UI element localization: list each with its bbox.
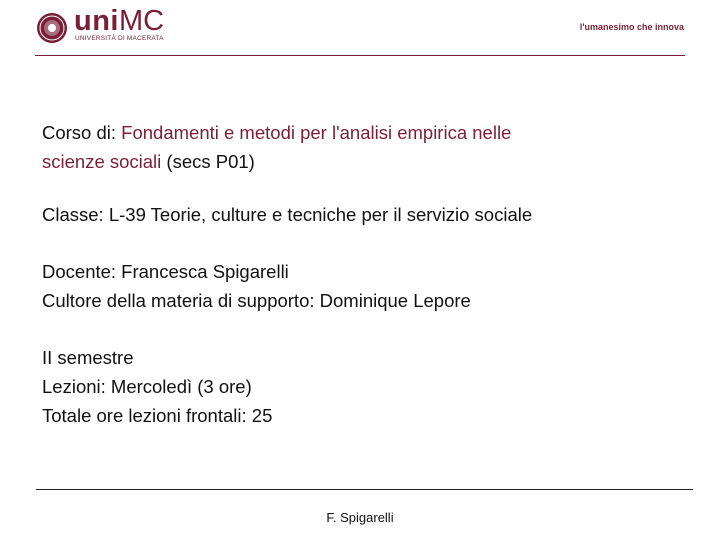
course-line-2 xyxy=(42,147,682,176)
course-title-line1: Fondamenti e metodi per l'analisi empirica nelle xyxy=(121,122,512,143)
logo-subtitle: UNIVERSITÀ DI MACERATA xyxy=(75,35,164,42)
unimc-logo xyxy=(74,6,164,36)
course-code: (secs P01) xyxy=(161,151,255,172)
course-title-line2: scienze sociali xyxy=(42,151,162,172)
course-line xyxy=(42,118,682,147)
tagline: l'umanesimo che innova xyxy=(579,22,684,32)
lecturer-line: Docente: Francesca Spigarelli xyxy=(42,261,289,282)
total-hours-line: Totale ore lezioni frontali: 25 xyxy=(42,405,273,426)
footer-divider xyxy=(36,489,693,490)
course-prefix: Corso di: xyxy=(42,122,122,143)
logo-text-light: MC xyxy=(119,5,165,37)
class-line: Classe: L-39 Teorie, culture e tecniche per il servizio sociale xyxy=(42,204,533,225)
university-seal-icon xyxy=(36,12,68,44)
slide-header xyxy=(0,0,720,56)
assistant-line: Cultore della materia di supporto: Dominique Lepore xyxy=(42,290,471,311)
semester-line: II semestre xyxy=(42,347,134,368)
footer-author: F. Spigarelli xyxy=(326,510,394,525)
slide-body xyxy=(42,118,682,430)
lessons-line: Lezioni: Mercoledì (3 ore) xyxy=(42,376,252,397)
header-divider xyxy=(35,55,685,56)
logo-text-bold: uni xyxy=(74,5,119,37)
